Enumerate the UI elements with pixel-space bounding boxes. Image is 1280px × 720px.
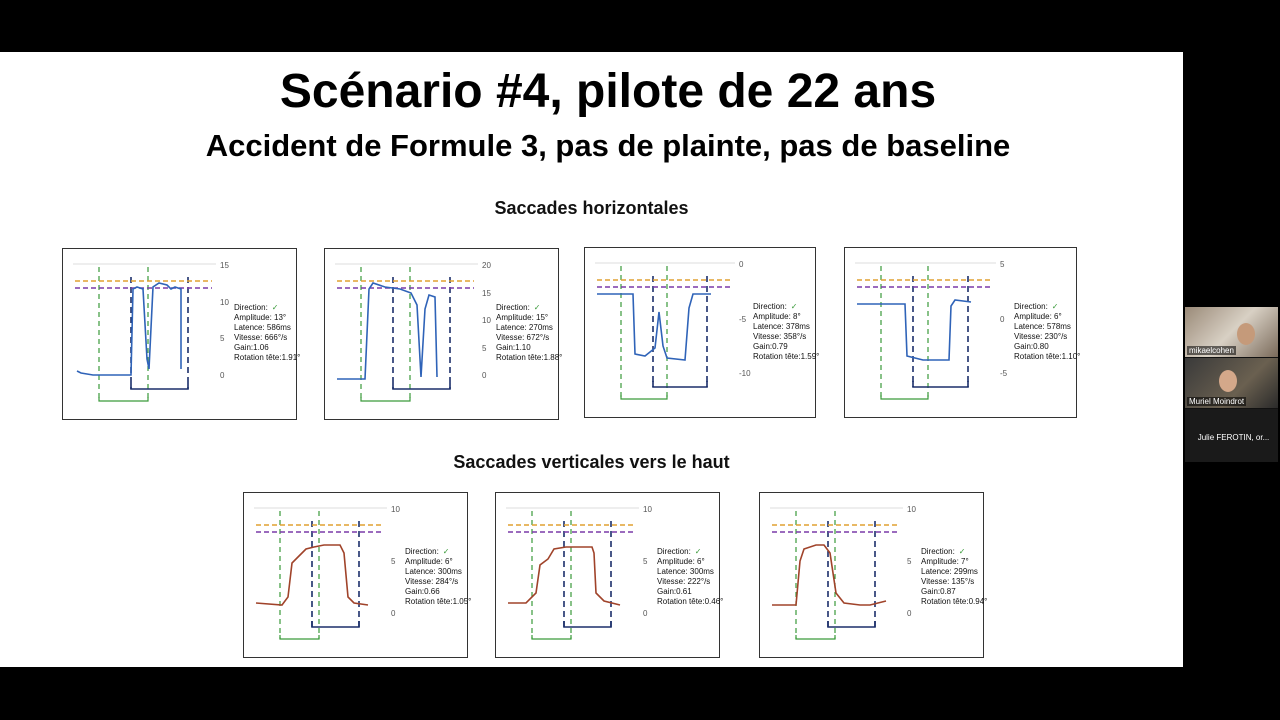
slide-subtitle: Accident de Formule 3, pas de plainte, pas de baseline — [205, 128, 1011, 163]
metric-amplitude: Amplitude: 8° — [753, 312, 801, 321]
eye-position-trace — [772, 545, 886, 605]
metric-latence: Latence: 586ms — [234, 323, 291, 332]
saccade-panel-horizontal — [324, 248, 563, 420]
metric-rotation: Rotation tête:1.88° — [496, 353, 563, 362]
metric-vitesse: Vitesse: 284°/s — [405, 577, 459, 586]
participant-name: mikaelcohen — [1189, 346, 1234, 355]
y-tick-label: 0 — [1000, 314, 1005, 324]
y-tick-label: 10 — [220, 297, 229, 307]
metric-direction — [921, 547, 987, 557]
y-tick-label: 10 — [907, 505, 916, 514]
participant-video-strip — [1185, 307, 1278, 462]
metric-gain: Gain:0.66 — [405, 587, 440, 596]
saccade-panel-vertical — [495, 492, 724, 658]
saccade-metrics — [753, 302, 819, 362]
target-bracket — [280, 635, 319, 639]
metric-direction-label: Direction: — [657, 547, 691, 556]
check-icon: ✓ — [442, 547, 450, 556]
metric-direction — [753, 302, 819, 312]
y-tick-label: 5 — [482, 343, 487, 353]
section-horizontal-heading: Saccades horizontales — [494, 198, 689, 218]
metric-rotation: Rotation tête:0.94° — [921, 597, 988, 606]
target-bracket — [532, 635, 571, 639]
y-tick-label: 0 — [739, 260, 744, 269]
y-tick-label: 10 — [391, 505, 400, 514]
eye-position-trace — [857, 300, 971, 360]
metric-amplitude: Amplitude: 6° — [405, 557, 453, 566]
metric-gain: Gain:0.87 — [921, 587, 956, 596]
metric-gain: Gain:0.80 — [1014, 342, 1049, 351]
metric-direction-label: Direction: — [1014, 302, 1048, 311]
saccade-panel-vertical — [759, 492, 988, 658]
y-tick-label: 10 — [482, 316, 491, 325]
saccade-bracket — [131, 383, 188, 389]
target-bracket — [99, 397, 148, 401]
metric-direction — [405, 547, 471, 557]
saccade-metrics — [496, 303, 562, 363]
y-tick-label: 5 — [907, 557, 912, 566]
y-tick-label: 10 — [643, 505, 652, 514]
eye-position-trace — [77, 283, 181, 375]
metric-direction-label: Direction: — [753, 302, 787, 311]
presentation-slide — [0, 52, 1183, 667]
slide-title: Scénario #4, pilote de 22 ans — [279, 65, 937, 118]
saccade-metrics — [657, 547, 723, 607]
metric-amplitude: Amplitude: 6° — [657, 557, 705, 566]
saccade-panel-horizontal — [844, 247, 1081, 418]
metric-gain: Gain:0.61 — [657, 587, 692, 596]
participant-avatar — [1237, 323, 1255, 345]
y-tick-label: 0 — [643, 609, 648, 618]
metric-vitesse: Vitesse: 135°/s — [921, 577, 975, 586]
check-icon: ✓ — [694, 547, 702, 556]
y-tick-label: 5 — [220, 334, 225, 344]
metric-direction — [1014, 302, 1080, 312]
y-tick-label: 0 — [482, 371, 487, 380]
y-tick-label: 15 — [482, 288, 491, 298]
metric-direction — [234, 303, 300, 313]
metric-rotation: Rotation tête:1.05° — [405, 597, 472, 606]
metric-latence: Latence: 299ms — [921, 567, 978, 576]
metric-gain: Gain:0.79 — [753, 342, 788, 351]
participant-tile[interactable] — [1185, 409, 1278, 462]
y-tick-label: 0 — [907, 609, 912, 618]
eye-position-trace — [337, 283, 437, 379]
y-tick-label: 5 — [391, 557, 396, 566]
metric-vitesse: Vitesse: 358°/s — [753, 332, 807, 341]
metric-direction-label: Direction: — [234, 303, 268, 312]
check-icon: ✓ — [1051, 302, 1059, 311]
check-icon: ✓ — [790, 302, 798, 311]
saccade-panel-horizontal — [62, 248, 301, 420]
y-tick-label: 20 — [482, 261, 491, 270]
metric-direction-label: Direction: — [405, 547, 439, 556]
saccade-metrics — [1014, 302, 1080, 362]
eye-position-trace — [597, 294, 711, 360]
metric-rotation: Rotation tête:0.46° — [657, 597, 724, 606]
saccade-panel-vertical — [243, 492, 472, 658]
saccade-metrics — [405, 547, 471, 607]
metric-rotation: Rotation tête:1.10° — [1014, 352, 1081, 361]
target-bracket — [621, 395, 667, 399]
metric-amplitude: Amplitude: 7° — [921, 557, 969, 566]
metric-amplitude: Amplitude: 6° — [1014, 312, 1062, 321]
target-bracket — [796, 635, 835, 639]
metric-rotation: Rotation tête:1.59° — [753, 352, 820, 361]
metric-latence: Latence: 300ms — [657, 567, 714, 576]
metric-amplitude: Amplitude: 13° — [234, 313, 287, 322]
participant-avatar — [1219, 370, 1237, 392]
section-vertical-heading: Saccades verticales vers le haut — [453, 452, 730, 472]
saccade-metrics — [234, 303, 300, 363]
metric-vitesse: Vitesse: 672°/s — [496, 333, 550, 342]
saccade-bracket — [393, 383, 450, 389]
y-tick-label: -5 — [1000, 369, 1008, 378]
participant-name: Julie FEROTIN, or... — [1197, 433, 1270, 442]
metric-latence: Latence: 378ms — [753, 322, 810, 331]
check-icon: ✓ — [958, 547, 966, 556]
y-tick-label: 0 — [391, 609, 396, 618]
metric-direction-label: Direction: — [496, 303, 530, 312]
metric-direction-label: Direction: — [921, 547, 955, 556]
check-icon: ✓ — [533, 303, 541, 312]
participant-name: Muriel Moindrot — [1189, 397, 1245, 406]
metric-latence: Latence: 270ms — [496, 323, 553, 332]
target-bracket — [361, 397, 410, 401]
y-tick-label: 5 — [1000, 260, 1005, 269]
check-icon: ✓ — [271, 303, 279, 312]
y-tick-label: 5 — [643, 557, 648, 566]
y-tick-label: 15 — [220, 261, 229, 270]
y-tick-label: -10 — [739, 369, 751, 378]
participant-tile[interactable] — [1185, 307, 1278, 357]
participant-tile[interactable] — [1185, 358, 1278, 408]
metric-direction — [496, 303, 562, 313]
metric-vitesse: Vitesse: 666°/s — [234, 333, 288, 342]
metric-amplitude: Amplitude: 15° — [496, 313, 549, 322]
metric-latence: Latence: 578ms — [1014, 322, 1071, 331]
metric-gain: Gain:1.06 — [234, 343, 269, 352]
metric-direction — [657, 547, 723, 557]
saccade-bracket — [913, 381, 968, 387]
metric-rotation: Rotation tête:1.91° — [234, 353, 301, 362]
metric-vitesse: Vitesse: 222°/s — [657, 577, 711, 586]
y-tick-label: -5 — [739, 314, 747, 324]
metric-vitesse: Vitesse: 230°/s — [1014, 332, 1068, 341]
y-tick-label: 0 — [220, 371, 225, 380]
metric-gain: Gain:1.10 — [496, 343, 531, 352]
saccade-bracket — [653, 381, 707, 387]
target-bracket — [881, 395, 928, 399]
saccade-metrics — [921, 547, 987, 607]
saccade-panel-horizontal — [584, 247, 820, 418]
metric-latence: Latence: 300ms — [405, 567, 462, 576]
